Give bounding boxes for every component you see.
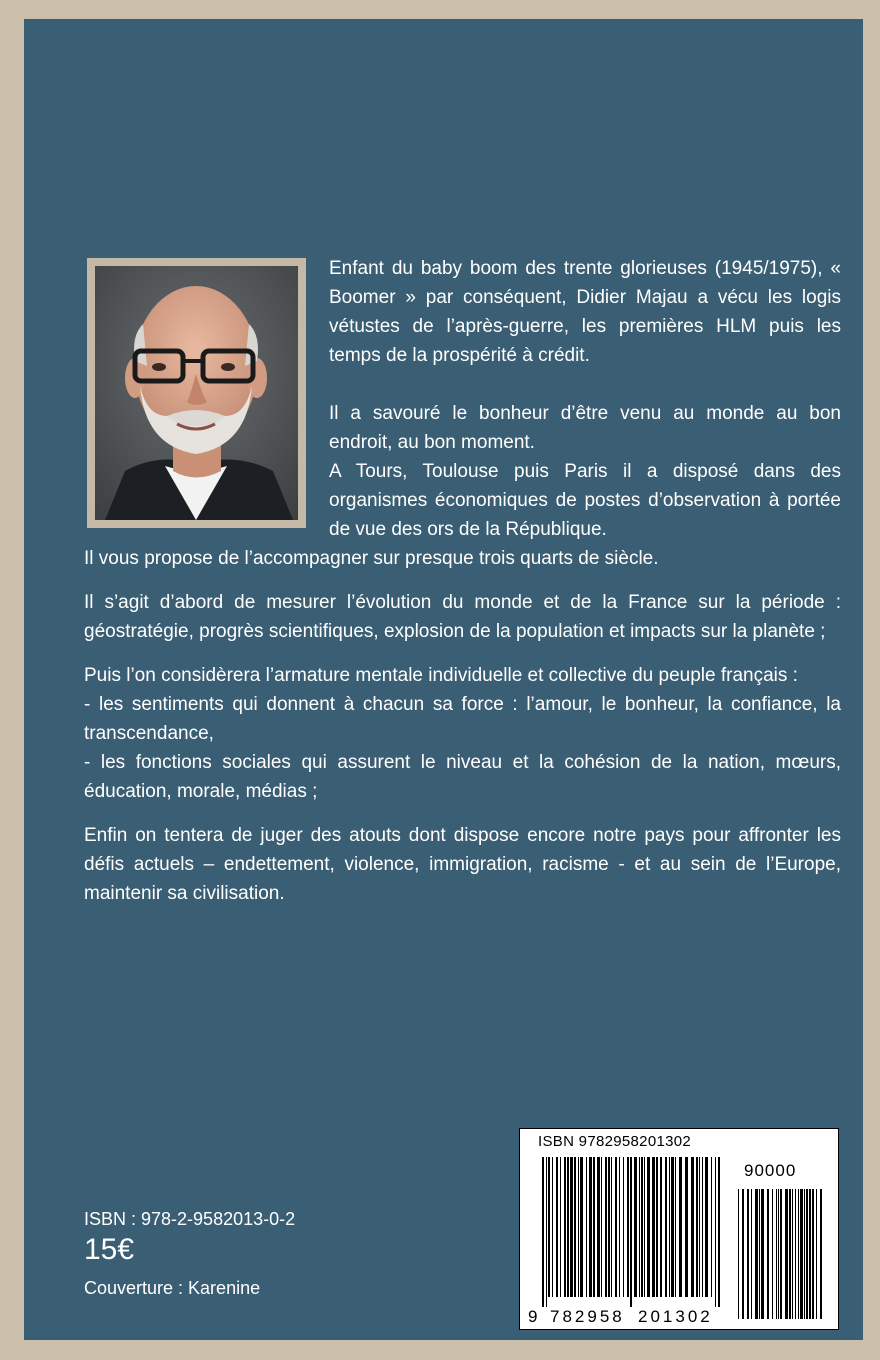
barcode-bar: [660, 1157, 662, 1297]
barcode-bar: [542, 1157, 544, 1307]
summary-paragraph-4: Enfin on tentera de juger des atouts dont dispose encore notre pays pour affronter les défis actuels – endettement, violence, immigration, racisme - et au sein de l’Europe, maintenir sa civilisation.: [84, 825, 841, 904]
barcode-bar: [675, 1157, 676, 1297]
barcode-bar: [742, 1189, 744, 1319]
price-text: 15€: [84, 1233, 135, 1266]
summary-paragraph-1: Il vous propose de l’accompagner sur presque trois quarts de siècle.: [84, 548, 659, 569]
barcode-bar: [647, 1157, 650, 1297]
barcode-bar: [795, 1189, 796, 1319]
barcode-bar: [705, 1157, 708, 1297]
barcode-bar: [601, 1157, 602, 1297]
summary-list-item-2: - les fonctions sociales qui assurent le niveau et la cohésion de la nation, mœurs, éducation, morale, médias ;: [84, 752, 841, 802]
barcode-bar: [634, 1157, 637, 1297]
barcode-bar: [564, 1157, 566, 1297]
bio-paragraph-2: Il a savouré le bonheur d’être venu au monde au bon endroit, au bon moment.: [329, 403, 841, 453]
barcode-bar: [804, 1189, 805, 1319]
barcode-bar: [747, 1189, 749, 1319]
barcode-bar: [772, 1189, 773, 1319]
barcode-bar: [679, 1157, 682, 1297]
barcode-bar: [615, 1157, 617, 1297]
barcode-bar: [718, 1157, 720, 1307]
barcode-bar: [552, 1157, 553, 1297]
barcode-bars: [520, 1129, 840, 1331]
barcode-bar: [623, 1157, 624, 1297]
barcode-bar: [619, 1157, 620, 1297]
barcode-bar: [767, 1189, 769, 1319]
barcode: [519, 1128, 839, 1330]
bio-paragraph-3: A Tours, Toulouse puis Paris il a disposé dans des organismes économiques de postes d’observation à portée de vue des ors de la République.: [329, 461, 841, 540]
back-cover: [24, 19, 863, 1340]
summary-paragraph-3: Puis l’on considèrera l’armature mentale individuelle et collective du peuple français :: [84, 665, 798, 686]
barcode-digits-left: 782958: [550, 1307, 625, 1326]
barcode-bar: [639, 1157, 640, 1297]
barcode-bar: [630, 1157, 632, 1307]
barcode-bar: [816, 1189, 817, 1319]
barcode-bar: [652, 1157, 655, 1297]
barcode-bar: [546, 1157, 547, 1307]
barcode-bar: [715, 1157, 716, 1307]
barcode-bar: [556, 1157, 558, 1297]
barcode-bar: [809, 1189, 811, 1319]
barcode-bar: [776, 1189, 777, 1319]
barcode-bar: [608, 1157, 610, 1297]
barcode-bar: [665, 1157, 667, 1297]
barcode-bar: [738, 1189, 739, 1319]
barcode-bar: [669, 1157, 670, 1297]
barcode-bar: [820, 1189, 822, 1319]
barcode-bar: [806, 1189, 808, 1319]
barcode-bar: [578, 1157, 579, 1297]
barcode-bar: [611, 1157, 612, 1297]
cover-credit-text: Couverture : Karenine: [84, 1278, 261, 1298]
barcode-bar: [711, 1157, 712, 1297]
isbn-text: ISBN : 978-2-9582013-0-2: [84, 1209, 296, 1229]
barcode-bar: [656, 1157, 658, 1297]
barcode-bar: [589, 1157, 592, 1297]
barcode-bar: [691, 1157, 694, 1297]
barcode-bar: [605, 1157, 607, 1297]
barcode-bar: [699, 1157, 700, 1297]
barcode-bar: [593, 1157, 595, 1297]
barcode-bar: [755, 1189, 758, 1319]
barcode-bar: [574, 1157, 576, 1297]
barcode-bar: [627, 1157, 629, 1297]
barcode-bar: [567, 1157, 569, 1297]
barcode-bar: [792, 1189, 793, 1319]
barcode-bar: [778, 1189, 779, 1319]
barcode-bar: [751, 1189, 752, 1319]
summary-paragraph-2: Il s’agit d’abord de mesurer l’évolution du monde et de la France sur la période : géostratégie, progrès scientifiques, explosion de la population et impacts sur la planète ;: [84, 592, 841, 642]
barcode-bar: [671, 1157, 674, 1297]
barcode-first-digit: 9: [528, 1307, 538, 1326]
barcode-bar: [644, 1157, 645, 1297]
barcode-addon-number: 90000: [744, 1161, 797, 1180]
author-photo-frame: [87, 258, 306, 528]
barcode-bar: [761, 1189, 764, 1319]
barcode-bar: [785, 1189, 788, 1319]
barcode-bar: [800, 1189, 803, 1319]
barcode-bar: [597, 1157, 600, 1297]
barcode-bar: [560, 1157, 561, 1297]
summary-list-item-1: - les sentiments qui donnent à chacun sa force : l’amour, le bonheur, la confiance, la transcendance,: [84, 694, 841, 744]
barcode-bar: [798, 1189, 799, 1319]
barcode-digits-right: 201302: [638, 1307, 713, 1326]
barcode-bar: [696, 1157, 698, 1297]
barcode-isbn-label: ISBN 9782958201302: [538, 1133, 692, 1150]
barcode-bar: [780, 1189, 782, 1319]
barcode-bar: [580, 1157, 583, 1297]
barcode-bar: [586, 1157, 587, 1297]
barcode-bar: [685, 1157, 688, 1297]
barcode-bar: [789, 1189, 791, 1319]
barcode-bar: [570, 1157, 573, 1297]
author-photo: [95, 266, 298, 520]
bio-paragraph-1: Enfant du baby boom des trente glorieuses (1945/1975), « Boomer » par conséquent, Didier Majau a vécu les logis vétustes de l’après-guerre, les premières HLM puis les temps de la prospérité à crédit.: [329, 258, 841, 366]
barcode-bar: [641, 1157, 643, 1297]
barcode-bar: [702, 1157, 703, 1297]
barcode-bar: [548, 1157, 550, 1297]
barcode-bar: [812, 1189, 814, 1319]
barcode-bar: [759, 1189, 760, 1319]
